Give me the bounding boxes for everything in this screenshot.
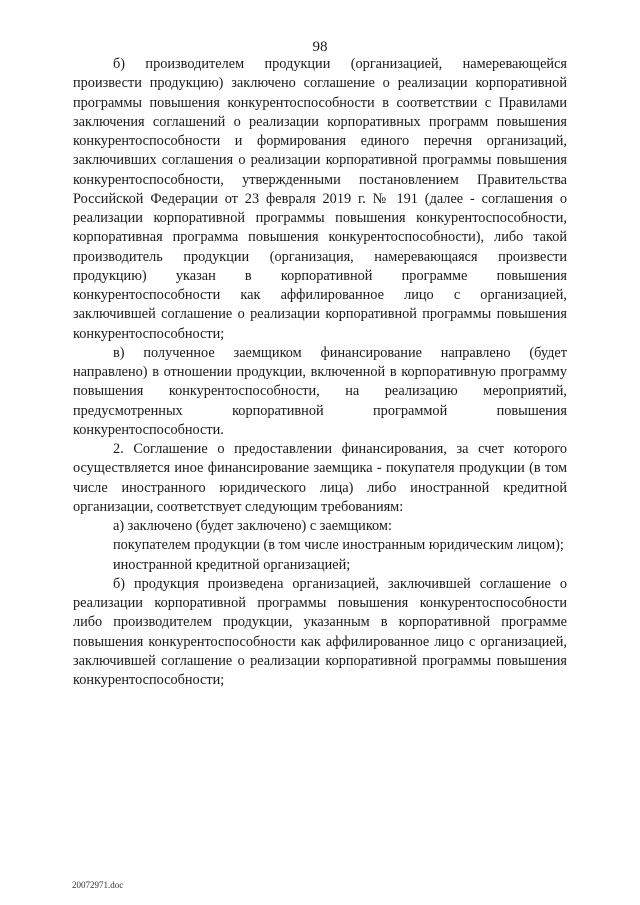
paragraph-buyer: покупателем продукции (в том числе иностранным юридическим лицом);: [113, 537, 564, 554]
paragraph-b-producer: б) производителем продукции (организацией, намеревающейся произвести продукцию) заключено соглашение о реализации корпоративной программы повышения конкурентоспособности в соответствии с Правилами заключения соглашений о реализации корпоративных программ повышения конкурентоспособности и формирования единого перечня организаций, заключивших соглашения о реализации корпоративной программы повышения конкурентоспособности, утвержденными постановлением Правительства Российской Федерации от 23 февраля 2019 г. № 191 (далее - соглашения о реализации корпоративной программы повышения конкурентоспособности, корпоративная программа повышения конкурентоспособности), либо такой производитель продукции (организация, намеревающаяся произвести продукцию) указан в корпоративной программе повышения конкурентоспособности как аффилированное лицо с организацией, заключившей соглашение о реализации корпоративной программы повышения конкурентоспособности;: [73, 56, 567, 342]
paragraph-a-borrower: а) заключено (будет заключено) с заемщиком:: [113, 518, 392, 534]
paragraph-v-financing: в) полученное заемщиком финансирование направлено (будет направлено) в отношении продукции, включенной в корпоративную программу повышения конкурентоспособности, на реализацию мероприятий, предусмотренных корпоративной программой повышения конкурентоспособности.: [73, 344, 567, 438]
paragraph-2-agreement: 2. Соглашение о предоставлении финансирования, за счет которого осуществляется иное финансирование заемщика - покупателя продукции (в том числе иностранного юридического лица) либо иностранной кредитной организации, соответствует следующим требованиям:: [73, 441, 567, 515]
document-body: [73, 55, 567, 690]
page-number: 98: [312, 39, 328, 55]
paragraph-b-product: б) продукция произведена организацией, заключившей соглашение о реализации корпоративной программы повышения конкурентоспособности либо производителем продукции, указанным в корпоративной программе повышения конкурентоспособности как аффилированное лицо с организацией, заключившей соглашение о реализации корпоративной программы повышения конкурентоспособности;: [73, 575, 567, 688]
footer-file-code: 20072971.doc: [72, 880, 124, 890]
paragraph-foreign-credit-org: иностранной кредитной организацией;: [113, 556, 351, 573]
